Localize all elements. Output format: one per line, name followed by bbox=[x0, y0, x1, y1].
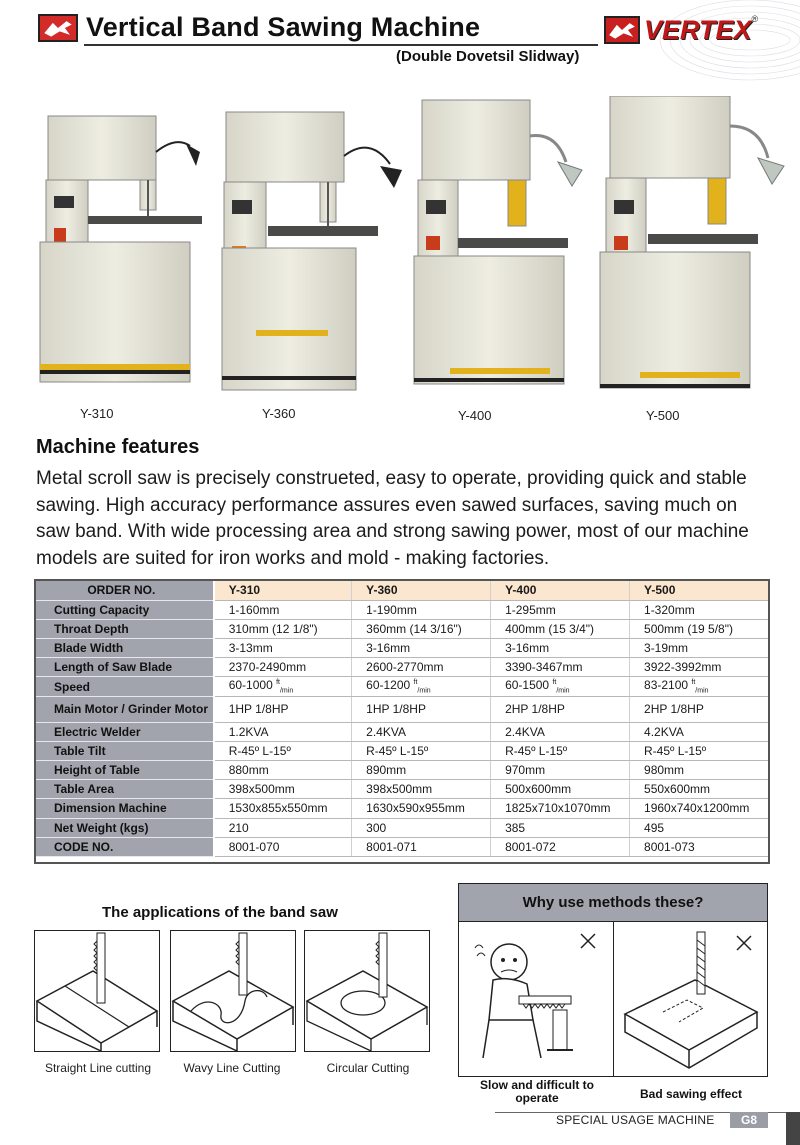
speed-unit-sup: ft bbox=[413, 679, 418, 687]
spec-label: Length of Saw Blade bbox=[34, 658, 214, 677]
spec-cell: 1HP 1/8HP bbox=[352, 696, 491, 722]
spec-table bbox=[34, 581, 770, 857]
machine-y360 bbox=[222, 112, 402, 390]
spec-row bbox=[34, 837, 770, 856]
page-subtitle: (Double Dovetsil Slidway) bbox=[396, 48, 580, 65]
spec-label: Blade Width bbox=[34, 639, 214, 658]
speed-value: 60-1500 bbox=[505, 678, 550, 693]
hand-saw-worker-illustration bbox=[463, 928, 611, 1074]
speed-value: 60-1000 bbox=[228, 678, 273, 693]
spec-label: Net Weight (kgs) bbox=[34, 818, 214, 837]
spec-cell: R-45º L-15º bbox=[491, 741, 630, 760]
machine-label-y400: Y-400 bbox=[458, 408, 492, 423]
spec-cell: 1960x740x1200mm bbox=[630, 799, 770, 818]
spec-cell: 3-19mm bbox=[630, 639, 770, 658]
spec-row bbox=[34, 741, 770, 760]
spec-label: CODE NO. bbox=[34, 837, 214, 856]
footer-section-label: SPECIAL USAGE MACHINE bbox=[556, 1113, 715, 1127]
wavy-cut-illustration bbox=[170, 930, 296, 1052]
title-underline bbox=[84, 44, 598, 46]
spec-cell: 970mm bbox=[491, 761, 630, 780]
spec-row bbox=[34, 799, 770, 818]
spec-cell: 3-16mm bbox=[491, 639, 630, 658]
straight-cut-illustration bbox=[34, 930, 160, 1052]
machine-y400 bbox=[414, 100, 582, 384]
spec-row bbox=[34, 619, 770, 638]
spec-cell: 880mm bbox=[214, 761, 352, 780]
spec-cell: 385 bbox=[491, 818, 630, 837]
spec-row bbox=[34, 639, 770, 658]
machine-label-y500: Y-500 bbox=[646, 408, 680, 423]
page-title: Vertical Band Sawing Machine bbox=[86, 12, 481, 42]
spec-cell: 1825x710x1070mm bbox=[491, 799, 630, 818]
spec-cell: 8001-073 bbox=[630, 837, 770, 856]
page-number: G8 bbox=[730, 1112, 768, 1128]
why-heading: Why use methods these? bbox=[459, 884, 767, 922]
model-header: Y-360 bbox=[352, 581, 491, 600]
spec-cell: 1530x855x550mm bbox=[214, 799, 352, 818]
spec-cell: R-45º L-15º bbox=[214, 741, 352, 760]
spec-cell: 550x600mm bbox=[630, 780, 770, 799]
why-caption-right: Bad sawing effect bbox=[639, 1087, 743, 1101]
why-divider bbox=[613, 922, 614, 1076]
spec-cell: 2370-2490mm bbox=[214, 658, 352, 677]
spec-cell: 2HP 1/8HP bbox=[630, 696, 770, 722]
speed-unit-sub: /min bbox=[556, 687, 570, 695]
spec-cell: 495 bbox=[630, 818, 770, 837]
spec-cell: 2.4KVA bbox=[352, 722, 491, 741]
model-header: Y-500 bbox=[630, 581, 770, 600]
spec-cell: 3-16mm bbox=[352, 639, 491, 658]
spec-cell: 398x500mm bbox=[214, 780, 352, 799]
speed-value: 60-1200 bbox=[366, 678, 411, 693]
spec-cell bbox=[352, 677, 491, 696]
brand-logo bbox=[604, 14, 780, 46]
spec-cell: 210 bbox=[214, 818, 352, 837]
spec-row bbox=[34, 600, 770, 619]
spec-row bbox=[34, 658, 770, 677]
spec-cell: 1-190mm bbox=[352, 600, 491, 619]
why-caption-left: Slow and difficult to operate bbox=[480, 1078, 594, 1105]
spec-label: Dimension Machine bbox=[34, 799, 214, 818]
spec-cell: 400mm (15 3/4") bbox=[491, 619, 630, 638]
app-caption-straight: Straight Line cutting bbox=[44, 1061, 152, 1075]
spec-cell: 500x600mm bbox=[491, 780, 630, 799]
machine-illustrations bbox=[0, 96, 800, 426]
spec-header-row bbox=[34, 581, 770, 600]
registered-mark: ® bbox=[751, 14, 759, 24]
spec-cell: 1.2KVA bbox=[214, 722, 352, 741]
spec-cell: 360mm (14 3/16") bbox=[352, 619, 491, 638]
speed-unit-sup: ft bbox=[691, 679, 696, 687]
machine-y310 bbox=[40, 116, 202, 382]
spec-cell: 3-13mm bbox=[214, 639, 352, 658]
speed-unit-sub: /min bbox=[279, 687, 294, 695]
spec-label: Speed bbox=[34, 677, 214, 696]
spec-cell: 8001-071 bbox=[352, 837, 491, 856]
speed-unit-sup: ft bbox=[552, 679, 557, 687]
spec-label: Table Tilt bbox=[34, 741, 214, 760]
spec-row bbox=[34, 761, 770, 780]
spec-cell: R-45º L-15º bbox=[630, 741, 770, 760]
brand-name: VERTEX bbox=[644, 14, 752, 45]
machine-photos bbox=[0, 96, 800, 426]
spec-cell: 2600-2770mm bbox=[352, 658, 491, 677]
bad-drilling-illustration bbox=[617, 928, 765, 1074]
spec-cell: 300 bbox=[352, 818, 491, 837]
model-header: Y-310 bbox=[214, 581, 352, 600]
spec-cell: 1-295mm bbox=[491, 600, 630, 619]
spec-cell: 1HP 1/8HP bbox=[214, 696, 352, 722]
spec-header-label: ORDER NO. bbox=[34, 581, 214, 600]
speed-unit-sub: /min bbox=[695, 687, 709, 695]
spec-row bbox=[34, 696, 770, 722]
app-caption-wavy: Wavy Line Cutting bbox=[183, 1061, 281, 1075]
app-caption-circular: Circular Cutting bbox=[326, 1061, 410, 1075]
brand-eagle-icon bbox=[604, 16, 640, 44]
spec-cell: 500mm (19 5/8") bbox=[630, 619, 770, 638]
why-box bbox=[458, 883, 768, 1077]
spec-cell bbox=[214, 677, 352, 696]
spec-cell: 8001-072 bbox=[491, 837, 630, 856]
spec-row bbox=[34, 780, 770, 799]
applications-heading: The applications of the band saw bbox=[102, 904, 338, 921]
speed-value: 83-2100 bbox=[644, 678, 689, 693]
eagle-logo-icon bbox=[38, 14, 78, 42]
features-paragraph: Metal scroll saw is precisely construeted, easy to operate, providing quick and stable sawing. High accuracy performance assures even sawed surfaces, saving much on saw band. With wide processing area and strong sawing power, most of our machine models are suited for iron works and mold - making factories. bbox=[36, 468, 749, 569]
spec-cell: 4.2KVA bbox=[630, 722, 770, 741]
spec-cell: 1-160mm bbox=[214, 600, 352, 619]
spec-cell: 2HP 1/8HP bbox=[491, 696, 630, 722]
spec-cell: 2.4KVA bbox=[491, 722, 630, 741]
spec-cell: 980mm bbox=[630, 761, 770, 780]
spec-cell: 3922-3992mm bbox=[630, 658, 770, 677]
spec-cell: 1-320mm bbox=[630, 600, 770, 619]
spec-cell: 310mm (12 1/8") bbox=[214, 619, 352, 638]
spec-cell: 890mm bbox=[352, 761, 491, 780]
machine-y500 bbox=[600, 96, 784, 388]
circular-cut-illustration bbox=[304, 930, 430, 1052]
machine-label-y310: Y-310 bbox=[80, 406, 114, 421]
spec-label: Table Area bbox=[34, 780, 214, 799]
spec-label: Electric Welder bbox=[34, 722, 214, 741]
spec-cell bbox=[630, 677, 770, 696]
machine-label-y360: Y-360 bbox=[262, 406, 296, 421]
spec-cell: 8001-070 bbox=[214, 837, 352, 856]
model-header: Y-400 bbox=[491, 581, 630, 600]
spec-cell bbox=[491, 677, 630, 696]
spec-cell: 3390-3467mm bbox=[491, 658, 630, 677]
spec-row bbox=[34, 677, 770, 696]
speed-unit-sup: ft bbox=[276, 679, 280, 687]
spec-cell: 1630x590x955mm bbox=[352, 799, 491, 818]
spec-label: Height of Table bbox=[34, 761, 214, 780]
features-heading: Machine features bbox=[36, 436, 200, 458]
speed-unit-sub: /min bbox=[417, 687, 431, 695]
spec-cell: 398x500mm bbox=[352, 780, 491, 799]
footer-edge-bar bbox=[786, 1112, 800, 1145]
spec-label: Cutting Capacity bbox=[34, 600, 214, 619]
spec-cell: R-45º L-15º bbox=[352, 741, 491, 760]
spec-row bbox=[34, 722, 770, 741]
spec-label: Throat Depth bbox=[34, 619, 214, 638]
spec-row bbox=[34, 818, 770, 837]
spec-label: Main Motor / Grinder Motor bbox=[34, 696, 214, 722]
